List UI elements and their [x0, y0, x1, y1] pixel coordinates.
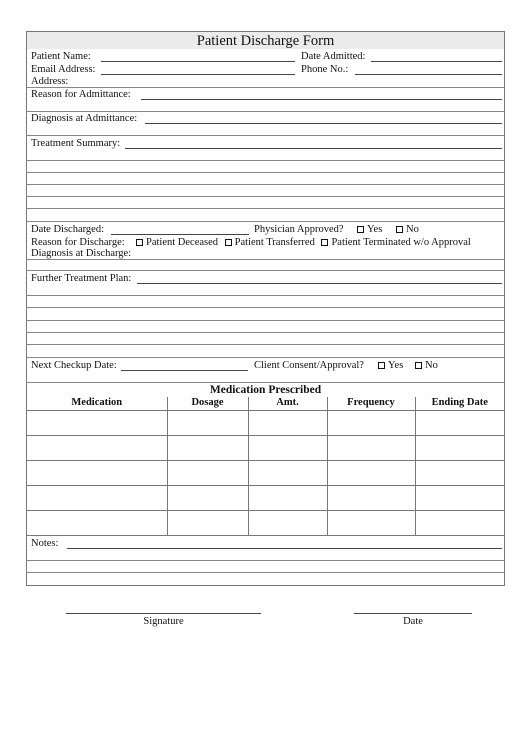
- date-discharged-label: Date Discharged:: [31, 224, 104, 235]
- consent-no-option[interactable]: No: [415, 360, 438, 371]
- signature-label: Signature: [143, 616, 184, 627]
- table-cell[interactable]: [327, 410, 415, 435]
- next-checkup-label: Next Checkup Date:: [31, 360, 117, 371]
- consent-yes-option[interactable]: Yes: [378, 360, 403, 371]
- diagnosis-discharge-label: Diagnosis at Discharge:: [31, 248, 132, 259]
- column-header-frequency: Frequency: [327, 397, 415, 410]
- further-treatment-rule[interactable]: [27, 332, 504, 333]
- table-cell[interactable]: [248, 435, 327, 460]
- column-header-medication: Medication: [27, 397, 167, 410]
- treatment-summary-field[interactable]: [125, 148, 502, 149]
- phone-label: Phone No.:: [301, 64, 349, 75]
- form-title: Patient Discharge Form: [196, 33, 335, 49]
- table-row: [27, 510, 504, 535]
- table-row: [27, 485, 504, 510]
- checkbox-icon[interactable]: [357, 226, 364, 233]
- table-cell[interactable]: [327, 510, 415, 535]
- notes-field[interactable]: [67, 548, 502, 549]
- client-consent-label: Client Consent/Approval?: [254, 360, 364, 371]
- discharge-option-terminated[interactable]: Patient Terminated w/o Approval: [321, 237, 470, 248]
- discharge-option-transferred[interactable]: Patient Transferred: [225, 237, 315, 248]
- further-treatment-field[interactable]: [137, 283, 502, 284]
- date-admitted-field[interactable]: [371, 61, 502, 62]
- notes-label: Notes:: [31, 538, 59, 549]
- table-cell[interactable]: [415, 510, 504, 535]
- table-cell[interactable]: [327, 460, 415, 485]
- discharge-form: [26, 31, 505, 586]
- address-rule[interactable]: [27, 87, 504, 88]
- table-cell[interactable]: [27, 410, 167, 435]
- table-cell[interactable]: [415, 485, 504, 510]
- notes-rule[interactable]: [27, 572, 504, 573]
- reason-discharge-label: Reason for Discharge:: [31, 237, 125, 248]
- treatment-rule[interactable]: [27, 184, 504, 185]
- table-cell[interactable]: [415, 435, 504, 460]
- medication-table: [27, 397, 504, 536]
- treatment-rule[interactable]: [27, 196, 504, 197]
- table-cell[interactable]: [248, 460, 327, 485]
- column-header-ending-date: Ending Date: [415, 397, 504, 410]
- diagnosis-admittance-rule[interactable]: [27, 135, 504, 136]
- table-cell[interactable]: [248, 510, 327, 535]
- table-cell[interactable]: [27, 485, 167, 510]
- treatment-rule[interactable]: [27, 221, 504, 222]
- table-cell[interactable]: [27, 510, 167, 535]
- signature-field[interactable]: [66, 613, 261, 614]
- diagnosis-admittance-label: Diagnosis at Admittance:: [31, 113, 138, 124]
- checkbox-icon[interactable]: [321, 239, 328, 246]
- reason-admittance-field[interactable]: [141, 99, 502, 100]
- table-row: [27, 435, 504, 460]
- physician-no-option[interactable]: No: [396, 224, 419, 235]
- checkbox-icon[interactable]: [378, 362, 385, 369]
- table-cell[interactable]: [327, 485, 415, 510]
- table-cell[interactable]: [167, 410, 248, 435]
- next-checkup-field[interactable]: [121, 370, 248, 371]
- table-cell[interactable]: [415, 410, 504, 435]
- diagnosis-discharge-rule[interactable]: [27, 259, 504, 260]
- date-discharged-field[interactable]: [111, 234, 249, 235]
- further-treatment-label: Further Treatment Plan:: [31, 273, 132, 284]
- table-cell[interactable]: [27, 435, 167, 460]
- section-divider: [27, 382, 504, 383]
- diagnosis-discharge-rule[interactable]: [27, 270, 504, 271]
- table-cell[interactable]: [27, 460, 167, 485]
- medication-title: Medication Prescribed: [209, 384, 322, 396]
- checkbox-icon[interactable]: [225, 239, 232, 246]
- treatment-rule[interactable]: [27, 172, 504, 173]
- reason-admittance-rule[interactable]: [27, 111, 504, 112]
- checkbox-icon[interactable]: [136, 239, 143, 246]
- further-treatment-rule[interactable]: [27, 320, 504, 321]
- phone-field[interactable]: [355, 74, 502, 75]
- treatment-rule[interactable]: [27, 208, 504, 209]
- column-header-dosage: Dosage: [167, 397, 248, 410]
- further-treatment-rule[interactable]: [27, 307, 504, 308]
- patient-name-field[interactable]: [101, 61, 295, 62]
- physician-yes-option[interactable]: Yes: [357, 224, 382, 235]
- discharge-options: [136, 237, 475, 248]
- treatment-summary-label: Treatment Summary:: [31, 138, 121, 149]
- table-cell[interactable]: [167, 435, 248, 460]
- physician-approved-label: Physician Approved?: [254, 224, 344, 235]
- table-cell[interactable]: [248, 410, 327, 435]
- table-cell[interactable]: [167, 510, 248, 535]
- table-cell[interactable]: [415, 460, 504, 485]
- reason-admittance-label: Reason for Admittance:: [31, 89, 131, 100]
- table-cell[interactable]: [327, 435, 415, 460]
- diagnosis-admittance-field[interactable]: [145, 123, 502, 124]
- checkbox-icon[interactable]: [396, 226, 403, 233]
- table-row: [27, 410, 504, 435]
- further-treatment-rule[interactable]: [27, 344, 504, 345]
- column-header-amount: Amt.: [248, 397, 327, 410]
- checkbox-icon[interactable]: [415, 362, 422, 369]
- discharge-option-deceased[interactable]: Patient Deceased: [136, 237, 218, 248]
- date-admitted-label: Date Admitted:: [301, 51, 366, 62]
- further-treatment-rule[interactable]: [27, 295, 504, 296]
- table-cell[interactable]: [167, 485, 248, 510]
- patient-name-label: Patient Name:: [31, 51, 91, 62]
- table-cell[interactable]: [167, 460, 248, 485]
- further-treatment-rule[interactable]: [27, 357, 504, 358]
- email-field[interactable]: [101, 74, 295, 75]
- treatment-rule[interactable]: [27, 160, 504, 161]
- table-cell[interactable]: [248, 485, 327, 510]
- date-label: Date: [403, 616, 423, 627]
- address-label: Address:: [31, 76, 69, 87]
- table-header-row: [27, 397, 504, 410]
- table-row: [27, 460, 504, 485]
- email-label: Email Address:: [31, 64, 96, 75]
- date-field[interactable]: [354, 613, 472, 614]
- notes-rule[interactable]: [27, 560, 504, 561]
